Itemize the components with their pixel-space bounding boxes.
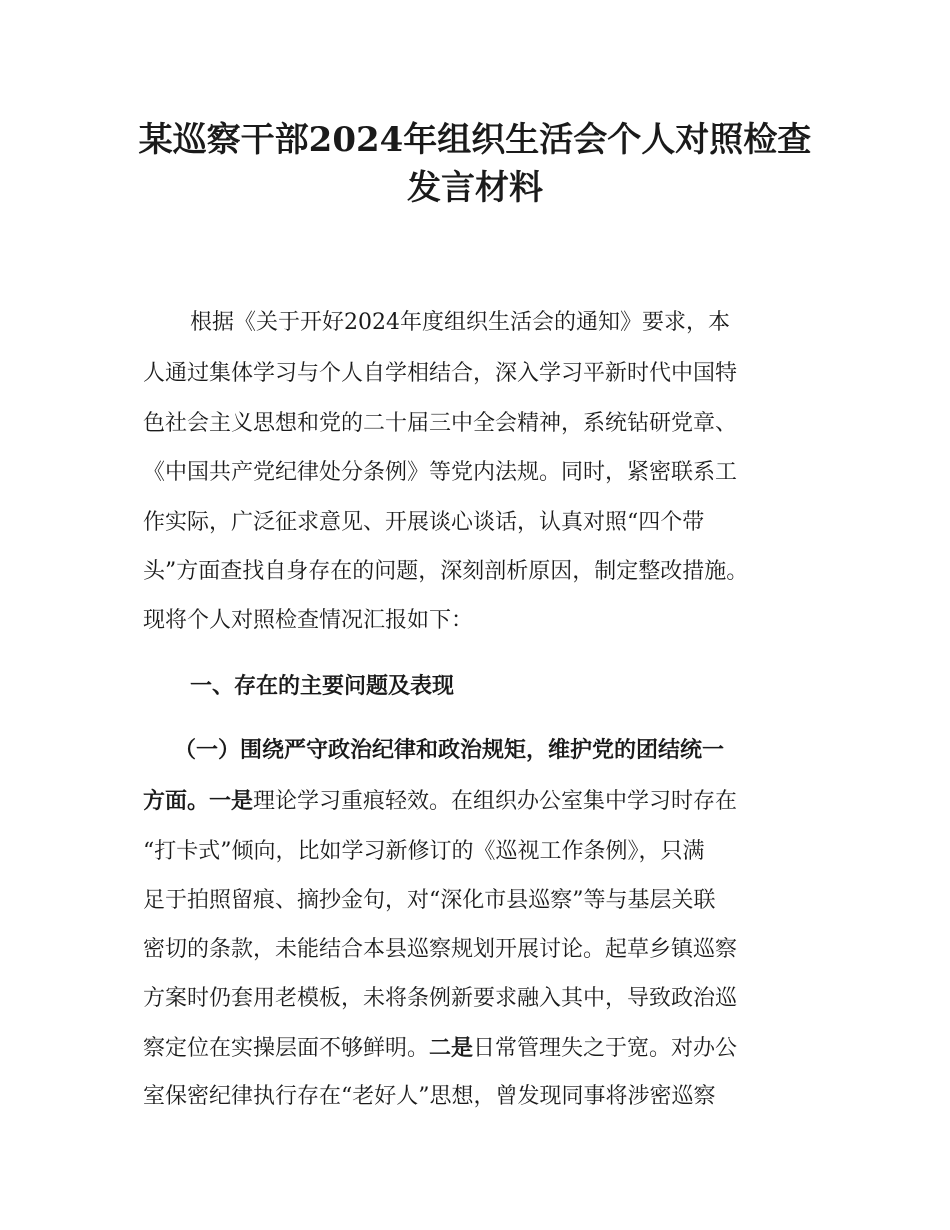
body-line: 室保密纪律执行存在“老好人”思想，曾发现同事将涉密巡察 — [143, 1084, 716, 1109]
intro-paragraph-line: 现将个人对照检查情况汇报如下： — [143, 608, 474, 633]
body-line — [143, 1033, 737, 1064]
body-line: 方案时仍套用老模板，未将条例新要求融入其中，导致政治巡 — [143, 986, 738, 1011]
body-line: 足于拍照留痕、摘抄金句，对“深化市县巡察”等与基层关联 — [143, 888, 716, 913]
intro-paragraph-line: 色社会主义思想和党的二十届三中全会精神，系统钻研党章、 — [143, 411, 738, 436]
point-marker: 一是 — [209, 788, 254, 814]
intro-paragraph-line: 根据《关于开好2024年度组织生活会的通知》要求，本 — [190, 310, 730, 335]
point-marker: 二是 — [429, 1035, 474, 1061]
intro-paragraph-line: 《中国共产党纪律处分条例》等党内法规。同时，紧密联系工 — [143, 460, 738, 485]
body-line — [143, 786, 737, 817]
intro-paragraph-line: 头”方面查找自身存在的问题，深刻剖析原因，制定整改措施。 — [143, 559, 749, 584]
body-line: “打卡式”倾向，比如学习新修订的《巡视工作条例》，只满 — [143, 839, 705, 864]
point-text: 日常管理失之于宽。对办公 — [473, 1036, 738, 1061]
section-heading: 一、存在的主要问题及表现 — [190, 673, 455, 699]
document-title-line-1: 某巡察干部2024年组织生活会个人对照检查 — [138, 120, 812, 160]
point-text: 理论学习重痕轻效。在组织办公室集中学习时存在 — [253, 789, 738, 814]
subsection-heading: （一）围绕严守政治纪律和政治规矩，维护党的团结统一 — [174, 737, 725, 763]
point-text: 察定位在实操层面不够鲜明。 — [143, 1036, 430, 1061]
intro-paragraph-line: 作实际，广泛征求意见、开展谈心谈话，认真对照“四个带 — [143, 510, 705, 535]
subsection-heading-tail: 方面。 — [143, 788, 210, 814]
body-line: 密切的条款，未能结合本县巡察规划开展讨论。起草乡镇巡察 — [143, 937, 738, 962]
intro-paragraph-line: 人通过集体学习与个人自学相结合，深入学习平新时代中国特 — [143, 361, 738, 386]
document-title-line-2: 发言材料 — [407, 168, 543, 208]
